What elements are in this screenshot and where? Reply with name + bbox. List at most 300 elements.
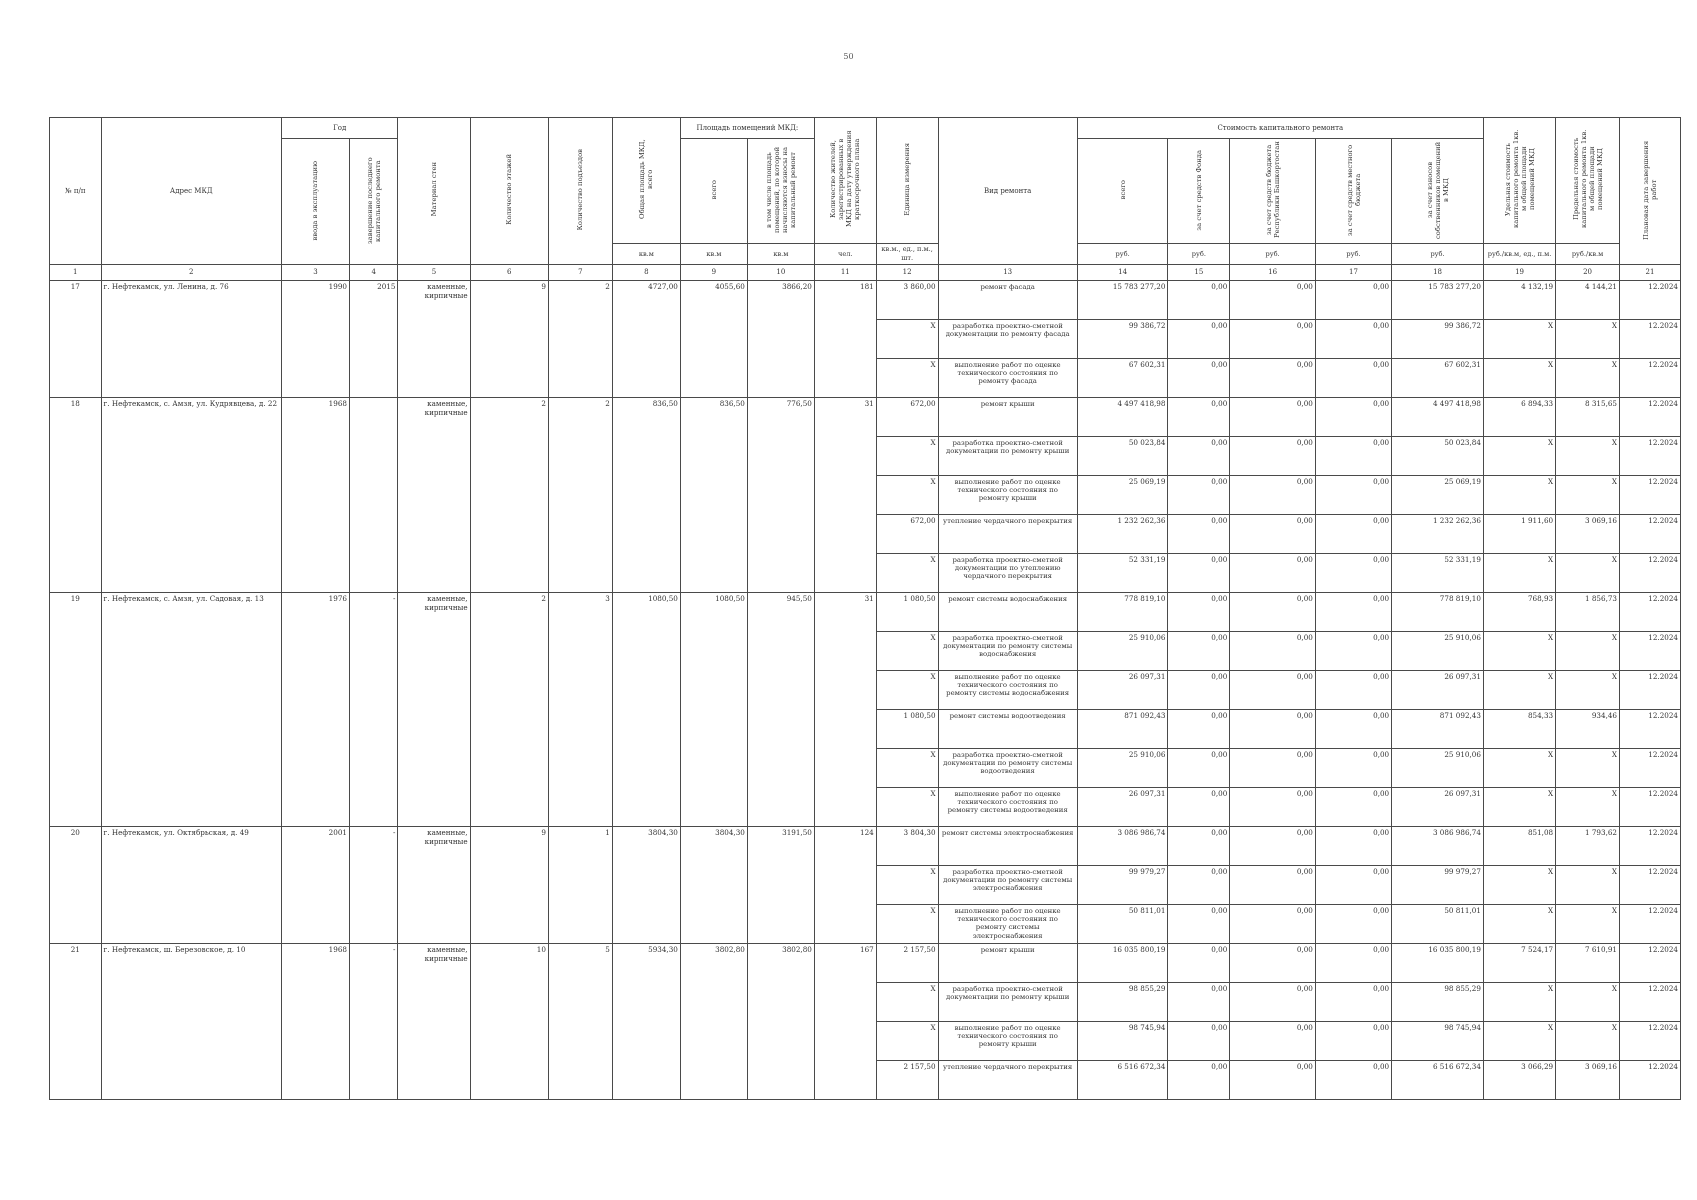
plan-date-cell: 12.2024 (1620, 1061, 1681, 1100)
cost-local-cell: 0,00 (1315, 593, 1391, 632)
header-last-repair: завершение последнего капитального ремонта (349, 139, 397, 265)
cost-fund-cell: 0,00 (1168, 320, 1230, 359)
cost-local-cell: 0,00 (1315, 710, 1391, 749)
cost-local-cell: 0,00 (1315, 983, 1391, 1022)
entrances-cell: 5 (548, 944, 612, 1100)
cost-total-cell: 67 602,31 (1077, 359, 1168, 398)
unit-20: руб./кв.м (1556, 244, 1620, 265)
column-number: 19 (1483, 265, 1555, 281)
unit-cost-cell: X (1483, 632, 1555, 671)
repair-type-cell: ремонт системы электроснабжения (938, 827, 1077, 866)
cost-total-cell: 99 386,72 (1077, 320, 1168, 359)
cost-fund-cell: 0,00 (1168, 944, 1230, 983)
cost-owners-cell: 25 910,06 (1392, 632, 1484, 671)
limit-cost-cell: X (1556, 749, 1620, 788)
header-floors: Количество этажей (470, 118, 548, 265)
floors-cell: 2 (470, 593, 548, 827)
row-number: 19 (50, 593, 102, 827)
entrances-cell: 3 (548, 593, 612, 827)
cost-rb-cell: 0,00 (1230, 476, 1316, 515)
limit-cost-cell: 4 144,21 (1556, 281, 1620, 320)
unit-amount-cell: 1 080,50 (876, 593, 938, 632)
unit-amount-cell: X (876, 1022, 938, 1061)
column-number: 5 (398, 265, 470, 281)
unit-8: кв.м (612, 244, 680, 265)
unit-17: руб. (1315, 244, 1391, 265)
unit-amount-cell: X (876, 905, 938, 944)
plan-date-cell: 12.2024 (1620, 359, 1681, 398)
cost-fund-cell: 0,00 (1168, 632, 1230, 671)
plan-date-cell: 12.2024 (1620, 281, 1681, 320)
address-cell: г. Нефтекамск, ул. Октябрьская, д. 49 (101, 827, 281, 944)
unit-11: чел. (814, 244, 876, 265)
plan-date-cell: 12.2024 (1620, 749, 1681, 788)
cost-local-cell: 0,00 (1315, 281, 1391, 320)
plan-date-cell: 12.2024 (1620, 866, 1681, 905)
residents-cell: 31 (814, 398, 876, 593)
plan-date-cell: 12.2024 (1620, 398, 1681, 437)
cost-fund-cell: 0,00 (1168, 554, 1230, 593)
column-number: 6 (470, 265, 548, 281)
cost-owners-cell: 871 092,43 (1392, 710, 1484, 749)
cost-rb-cell: 0,00 (1230, 281, 1316, 320)
cost-total-cell: 98 855,29 (1077, 983, 1168, 1022)
residents-cell: 167 (814, 944, 876, 1100)
material-cell: каменные, кирпичные (398, 398, 470, 593)
area-contrib-cell: 3866,20 (747, 281, 814, 398)
area-contrib-cell: 776,50 (747, 398, 814, 593)
cost-rb-cell: 0,00 (1230, 671, 1316, 710)
unit-cost-cell: X (1483, 788, 1555, 827)
repair-type-cell: ремонт фасада (938, 281, 1077, 320)
plan-date-cell: 12.2024 (1620, 593, 1681, 632)
plan-date-cell: 12.2024 (1620, 515, 1681, 554)
repair-type-cell: выполнение работ по оценке технического состояния по ремонту системы электроснабжения (938, 905, 1077, 944)
unit-cost-cell: X (1483, 905, 1555, 944)
header-cost-total: всего (1077, 139, 1168, 244)
cost-total-cell: 15 783 277,20 (1077, 281, 1168, 320)
limit-cost-cell: 3 069,16 (1556, 515, 1620, 554)
cost-rb-cell: 0,00 (1230, 749, 1316, 788)
header-residents: Количество жителей, зарегистрированных в МКД на дату утверждения краткосрочного плана (814, 118, 876, 244)
header-cost-group: Стоимость капитального ремонта (1077, 118, 1483, 139)
limit-cost-cell: X (1556, 905, 1620, 944)
area-all-cell: 4055,60 (680, 281, 747, 398)
limit-cost-cell: 7 610,91 (1556, 944, 1620, 983)
capital-repair-table (49, 117, 1681, 1100)
repair-type-cell: выполнение работ по оценке технического состояния по ремонту крыши (938, 476, 1077, 515)
column-number: 14 (1077, 265, 1168, 281)
unit-cost-cell: X (1483, 359, 1555, 398)
cost-fund-cell: 0,00 (1168, 710, 1230, 749)
cost-local-cell: 0,00 (1315, 320, 1391, 359)
cost-rb-cell: 0,00 (1230, 632, 1316, 671)
plan-date-cell: 12.2024 (1620, 827, 1681, 866)
column-number: 21 (1620, 265, 1681, 281)
cost-rb-cell: 0,00 (1230, 983, 1316, 1022)
cost-rb-cell: 0,00 (1230, 554, 1316, 593)
cost-total-cell: 3 086 986,74 (1077, 827, 1168, 866)
unit-amount-cell: X (876, 437, 938, 476)
limit-cost-cell: X (1556, 632, 1620, 671)
repair-type-cell: разработка проектно-сметной документации по ремонту системы водоотведения (938, 749, 1077, 788)
cost-owners-cell: 25 910,06 (1392, 749, 1484, 788)
last-repair-cell: - (349, 593, 397, 827)
column-number: 7 (548, 265, 612, 281)
header-cost-owners: за счет взносов собственников помещений в МКД (1392, 139, 1484, 244)
last-repair-cell: 2015 (349, 281, 397, 398)
cost-rb-cell: 0,00 (1230, 827, 1316, 866)
unit-amount-cell: X (876, 866, 938, 905)
cost-total-cell: 871 092,43 (1077, 710, 1168, 749)
column-number: 16 (1230, 265, 1316, 281)
plan-date-cell: 12.2024 (1620, 671, 1681, 710)
cost-local-cell: 0,00 (1315, 1022, 1391, 1061)
total-area-cell: 4727,00 (612, 281, 680, 398)
cost-local-cell: 0,00 (1315, 905, 1391, 944)
cost-local-cell: 0,00 (1315, 1061, 1391, 1100)
year-built-cell: 1990 (281, 281, 349, 398)
limit-cost-cell: X (1556, 554, 1620, 593)
cost-local-cell: 0,00 (1315, 476, 1391, 515)
cost-fund-cell: 0,00 (1168, 983, 1230, 1022)
table-header (50, 118, 1681, 281)
unit-amount-cell: 1 080,50 (876, 710, 938, 749)
total-area-cell: 836,50 (612, 398, 680, 593)
cost-rb-cell: 0,00 (1230, 1022, 1316, 1061)
cost-fund-cell: 0,00 (1168, 1061, 1230, 1100)
last-repair-cell (349, 398, 397, 593)
cost-total-cell: 50 023,84 (1077, 437, 1168, 476)
table-row (50, 827, 1681, 866)
plan-date-cell: 12.2024 (1620, 476, 1681, 515)
table-row (50, 281, 1681, 320)
header-cost-rb: за счет средств бюджета Республики Башкортостан (1230, 139, 1316, 244)
row-number: 20 (50, 827, 102, 944)
cost-rb-cell: 0,00 (1230, 944, 1316, 983)
plan-date-cell: 12.2024 (1620, 905, 1681, 944)
header-num: № п/п (50, 118, 102, 265)
cost-owners-cell: 98 855,29 (1392, 983, 1484, 1022)
header-cost-fund: за счет средств Фонда (1168, 139, 1230, 244)
row-number: 18 (50, 398, 102, 593)
column-number: 12 (876, 265, 938, 281)
column-number: 11 (814, 265, 876, 281)
cost-fund-cell: 0,00 (1168, 281, 1230, 320)
plan-date-cell: 12.2024 (1620, 788, 1681, 827)
cost-local-cell: 0,00 (1315, 749, 1391, 788)
page-number: 50 (843, 52, 854, 61)
limit-cost-cell: X (1556, 788, 1620, 827)
total-area-cell: 5934,30 (612, 944, 680, 1100)
year-built-cell: 2001 (281, 827, 349, 944)
limit-cost-cell: X (1556, 437, 1620, 476)
repair-type-cell: утепление чердачного перекрытия (938, 515, 1077, 554)
material-cell: каменные, кирпичные (398, 281, 470, 398)
header-unit: Единица измерения (876, 118, 938, 244)
column-numbers-row (50, 265, 1681, 281)
repair-type-cell: разработка проектно-сметной документации по ремонту фасада (938, 320, 1077, 359)
capital-repair-table-sheet (49, 117, 1681, 1100)
cost-owners-cell: 1 232 262,36 (1392, 515, 1484, 554)
unit-cost-cell: 3 066,29 (1483, 1061, 1555, 1100)
residents-cell: 181 (814, 281, 876, 398)
header-area-all: всего (680, 139, 747, 244)
cost-total-cell: 25 910,06 (1077, 749, 1168, 788)
cost-rb-cell: 0,00 (1230, 359, 1316, 398)
cost-fund-cell: 0,00 (1168, 866, 1230, 905)
unit-cost-cell: 851,08 (1483, 827, 1555, 866)
unit-cost-cell: X (1483, 1022, 1555, 1061)
cost-fund-cell: 0,00 (1168, 671, 1230, 710)
repair-type-cell: выполнение работ по оценке технического состояния по ремонту системы водоотведения (938, 788, 1077, 827)
area-contrib-cell: 945,50 (747, 593, 814, 827)
residents-cell: 31 (814, 593, 876, 827)
cost-rb-cell: 0,00 (1230, 515, 1316, 554)
cost-fund-cell: 0,00 (1168, 515, 1230, 554)
cost-rb-cell: 0,00 (1230, 593, 1316, 632)
cost-owners-cell: 99 386,72 (1392, 320, 1484, 359)
plan-date-cell: 12.2024 (1620, 710, 1681, 749)
unit-cost-cell: 4 132,19 (1483, 281, 1555, 320)
limit-cost-cell: 8 315,65 (1556, 398, 1620, 437)
header-total-area: Общая площадь МКД, всего (612, 118, 680, 244)
cost-owners-cell: 67 602,31 (1392, 359, 1484, 398)
repair-type-cell: утепление чердачного перекрытия (938, 1061, 1077, 1100)
material-cell: каменные, кирпичные (398, 944, 470, 1100)
unit-19: руб./кв.м, ед., п.м. (1483, 244, 1555, 265)
cost-owners-cell: 6 516 672,34 (1392, 1061, 1484, 1100)
address-cell: г. Нефтекамск, ул. Ленина, д. 76 (101, 281, 281, 398)
cost-owners-cell: 50 811,01 (1392, 905, 1484, 944)
cost-owners-cell: 15 783 277,20 (1392, 281, 1484, 320)
header-limit-cost: Предельная стоимость капитального ремонта 1кв. м общей площади помещений МКД (1556, 118, 1620, 244)
total-area-cell: 3804,30 (612, 827, 680, 944)
cost-total-cell: 99 979,27 (1077, 866, 1168, 905)
unit-cost-cell: 854,33 (1483, 710, 1555, 749)
floors-cell: 9 (470, 827, 548, 944)
plan-date-cell: 12.2024 (1620, 437, 1681, 476)
address-cell: г. Нефтекамск, с. Амзя, ул. Кудрявцева, д. 22 (101, 398, 281, 593)
header-entrances: Количество подъездов (548, 118, 612, 265)
cost-local-cell: 0,00 (1315, 398, 1391, 437)
cost-local-cell: 0,00 (1315, 866, 1391, 905)
area-all-cell: 836,50 (680, 398, 747, 593)
column-number: 9 (680, 265, 747, 281)
column-number: 20 (1556, 265, 1620, 281)
limit-cost-cell: 1 856,73 (1556, 593, 1620, 632)
header-cost-local: за счет средств местного бюджета (1315, 139, 1391, 244)
cost-total-cell: 26 097,31 (1077, 788, 1168, 827)
unit-amount-cell: 3 804,30 (876, 827, 938, 866)
table-row (50, 398, 1681, 437)
unit-cost-cell: X (1483, 554, 1555, 593)
cost-local-cell: 0,00 (1315, 788, 1391, 827)
column-number: 1 (50, 265, 102, 281)
unit-amount-cell: X (876, 476, 938, 515)
cost-fund-cell: 0,00 (1168, 749, 1230, 788)
cost-rb-cell: 0,00 (1230, 905, 1316, 944)
cost-total-cell: 778 819,10 (1077, 593, 1168, 632)
area-all-cell: 3802,80 (680, 944, 747, 1100)
entrances-cell: 2 (548, 281, 612, 398)
area-contrib-cell: 3191,50 (747, 827, 814, 944)
cost-fund-cell: 0,00 (1168, 359, 1230, 398)
repair-type-cell: выполнение работ по оценке технического состояния по ремонту крыши (938, 1022, 1077, 1061)
row-number: 21 (50, 944, 102, 1100)
column-number: 17 (1315, 265, 1391, 281)
floors-cell: 2 (470, 398, 548, 593)
unit-12: кв.м., ед., п.м., шт. (876, 244, 938, 265)
year-built-cell: 1968 (281, 944, 349, 1100)
cost-total-cell: 26 097,31 (1077, 671, 1168, 710)
column-number: 10 (747, 265, 814, 281)
unit-cost-cell: X (1483, 983, 1555, 1022)
unit-9: кв.м (680, 244, 747, 265)
unit-amount-cell: 672,00 (876, 515, 938, 554)
cost-owners-cell: 50 023,84 (1392, 437, 1484, 476)
residents-cell: 124 (814, 827, 876, 944)
plan-date-cell: 12.2024 (1620, 632, 1681, 671)
cost-rb-cell: 0,00 (1230, 1061, 1316, 1100)
cost-rb-cell: 0,00 (1230, 320, 1316, 359)
cost-total-cell: 25 069,19 (1077, 476, 1168, 515)
table-body (50, 281, 1681, 1100)
unit-amount-cell: X (876, 359, 938, 398)
unit-amount-cell: X (876, 788, 938, 827)
plan-date-cell: 12.2024 (1620, 1022, 1681, 1061)
unit-cost-cell: 768,93 (1483, 593, 1555, 632)
column-number: 8 (612, 265, 680, 281)
repair-type-cell: разработка проектно-сметной документации по ремонту системы электроснабжения (938, 866, 1077, 905)
header-area-contrib: в том числе площадь помещений, по которой начисляются взносы на капитальный ремонт (747, 139, 814, 244)
header-year-group: Год (281, 118, 398, 139)
column-number: 4 (349, 265, 397, 281)
repair-type-cell: выполнение работ по оценке технического состояния по ремонту системы водоснабжения (938, 671, 1077, 710)
cost-fund-cell: 0,00 (1168, 593, 1230, 632)
cost-rb-cell: 0,00 (1230, 788, 1316, 827)
cost-rb-cell: 0,00 (1230, 437, 1316, 476)
cost-rb-cell: 0,00 (1230, 866, 1316, 905)
floors-cell: 10 (470, 944, 548, 1100)
header-plan-date: Плановая дата завершения работ (1620, 118, 1681, 265)
cost-local-cell: 0,00 (1315, 437, 1391, 476)
limit-cost-cell: 3 069,16 (1556, 1061, 1620, 1100)
repair-type-cell: разработка проектно-сметной документации по ремонту системы водоснабжения (938, 632, 1077, 671)
floors-cell: 9 (470, 281, 548, 398)
limit-cost-cell: X (1556, 1022, 1620, 1061)
cost-total-cell: 52 331,19 (1077, 554, 1168, 593)
plan-date-cell: 12.2024 (1620, 554, 1681, 593)
year-built-cell: 1968 (281, 398, 349, 593)
cost-total-cell: 25 910,06 (1077, 632, 1168, 671)
repair-type-cell: ремонт системы водоснабжения (938, 593, 1077, 632)
cost-owners-cell: 26 097,31 (1392, 671, 1484, 710)
table-row (50, 944, 1681, 983)
column-number: 13 (938, 265, 1077, 281)
repair-type-cell: ремонт системы водоотведения (938, 710, 1077, 749)
column-number: 18 (1392, 265, 1484, 281)
repair-type-cell: разработка проектно-сметной документации по утеплению чердачного перекрытия (938, 554, 1077, 593)
limit-cost-cell: X (1556, 476, 1620, 515)
limit-cost-cell: X (1556, 320, 1620, 359)
unit-cost-cell: X (1483, 320, 1555, 359)
cost-fund-cell: 0,00 (1168, 905, 1230, 944)
unit-amount-cell: X (876, 320, 938, 359)
limit-cost-cell: X (1556, 671, 1620, 710)
unit-amount-cell: X (876, 554, 938, 593)
entrances-cell: 1 (548, 827, 612, 944)
unit-amount-cell: 2 157,50 (876, 1061, 938, 1100)
header-year-built: ввода в эксплуатацию (281, 139, 349, 265)
area-all-cell: 3804,30 (680, 827, 747, 944)
cost-total-cell: 4 497 418,98 (1077, 398, 1168, 437)
repair-type-cell: разработка проектно-сметной документации по ремонту крыши (938, 437, 1077, 476)
plan-date-cell: 12.2024 (1620, 320, 1681, 359)
unit-amount-cell: 3 860,00 (876, 281, 938, 320)
unit-cost-cell: X (1483, 671, 1555, 710)
column-number: 2 (101, 265, 281, 281)
cost-owners-cell: 3 086 986,74 (1392, 827, 1484, 866)
cost-owners-cell: 26 097,31 (1392, 788, 1484, 827)
cost-local-cell: 0,00 (1315, 515, 1391, 554)
cost-local-cell: 0,00 (1315, 944, 1391, 983)
cost-owners-cell: 99 979,27 (1392, 866, 1484, 905)
area-all-cell: 1080,50 (680, 593, 747, 827)
year-built-cell: 1976 (281, 593, 349, 827)
unit-amount-cell: X (876, 671, 938, 710)
cost-local-cell: 0,00 (1315, 827, 1391, 866)
limit-cost-cell: 1 793,62 (1556, 827, 1620, 866)
cost-fund-cell: 0,00 (1168, 788, 1230, 827)
limit-cost-cell: X (1556, 866, 1620, 905)
unit-cost-cell: X (1483, 749, 1555, 788)
header-material: Материал стен (398, 118, 470, 265)
unit-cost-cell: 6 894,33 (1483, 398, 1555, 437)
cost-owners-cell: 52 331,19 (1392, 554, 1484, 593)
unit-cost-cell: X (1483, 866, 1555, 905)
header-unit-cost: Удельная стоимость капитального ремонта 1кв. м общей площади помещений МКД (1483, 118, 1555, 244)
unit-10: кв.м (747, 244, 814, 265)
column-number: 15 (1168, 265, 1230, 281)
unit-18: руб. (1392, 244, 1484, 265)
cost-owners-cell: 25 069,19 (1392, 476, 1484, 515)
cost-fund-cell: 0,00 (1168, 827, 1230, 866)
cost-owners-cell: 98 745,94 (1392, 1022, 1484, 1061)
row-number: 17 (50, 281, 102, 398)
column-number: 3 (281, 265, 349, 281)
cost-owners-cell: 4 497 418,98 (1392, 398, 1484, 437)
unit-14: руб. (1077, 244, 1168, 265)
cost-local-cell: 0,00 (1315, 359, 1391, 398)
unit-cost-cell: X (1483, 437, 1555, 476)
unit-amount-cell: X (876, 983, 938, 1022)
cost-fund-cell: 0,00 (1168, 476, 1230, 515)
cost-local-cell: 0,00 (1315, 671, 1391, 710)
unit-cost-cell: X (1483, 476, 1555, 515)
table-row (50, 593, 1681, 632)
unit-amount-cell: 672,00 (876, 398, 938, 437)
cost-rb-cell: 0,00 (1230, 710, 1316, 749)
limit-cost-cell: X (1556, 359, 1620, 398)
cost-owners-cell: 778 819,10 (1392, 593, 1484, 632)
material-cell: каменные, кирпичные (398, 593, 470, 827)
entrances-cell: 2 (548, 398, 612, 593)
last-repair-cell: - (349, 827, 397, 944)
address-cell: г. Нефтекамск, с. Амзя, ул. Садовая, д. 13 (101, 593, 281, 827)
cost-fund-cell: 0,00 (1168, 398, 1230, 437)
plan-date-cell: 12.2024 (1620, 983, 1681, 1022)
